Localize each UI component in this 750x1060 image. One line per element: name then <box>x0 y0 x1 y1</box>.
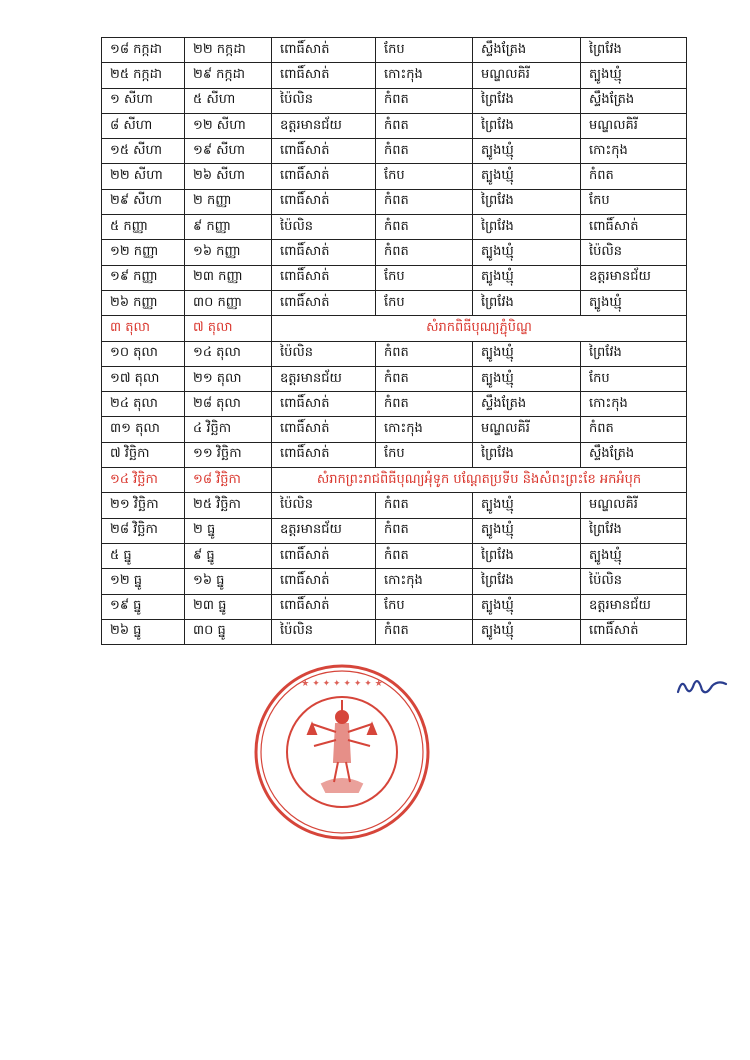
start-date-cell: ៣ តុលា <box>102 316 185 341</box>
schedule-table-body <box>102 38 687 645</box>
end-date-cell: ១៦ ធ្នូ <box>185 569 272 594</box>
table-row <box>102 240 687 265</box>
location-cell-4: កោះកុង <box>581 139 687 164</box>
end-date-cell: ២៥ វិច្ឆិកា <box>185 493 272 518</box>
location-cell-4: ប៉ៃលិន <box>581 240 687 265</box>
end-date-cell: ២១ តុលា <box>185 366 272 391</box>
start-date-cell: ១៩ កញ្ញា <box>102 265 185 290</box>
location-cell-1: ពោធិ៍សាត់ <box>272 569 376 594</box>
location-cell-4: ស្ទឹងត្រែង <box>581 442 687 467</box>
location-cell-2: កែប <box>376 38 473 63</box>
location-cell-2: កំពត <box>376 88 473 113</box>
location-cell-3: ត្បូងឃ្មុំ <box>473 164 581 189</box>
location-cell-1: ពោធិ៍សាត់ <box>272 417 376 442</box>
location-cell-3: ត្បូងឃ្មុំ <box>473 366 581 391</box>
holiday-description: សំរាកព្រះរាជពិធីបុណ្យអុំទូក បណ្តែតប្រទីប និងសំពះព្រះខែ អកអំបុក <box>272 468 687 493</box>
location-cell-4: ពោធិ៍សាត់ <box>581 215 687 240</box>
location-cell-2: កែប <box>376 290 473 315</box>
start-date-cell: ១២ ធ្នូ <box>102 569 185 594</box>
location-cell-2: កំពត <box>376 341 473 366</box>
end-date-cell: ២ ធ្នូ <box>185 518 272 543</box>
location-cell-1: ប៉ៃលិន <box>272 215 376 240</box>
end-date-cell: ១៨ វិច្ឆិកា <box>185 468 272 493</box>
location-cell-4: កំពត <box>581 417 687 442</box>
table-row <box>102 63 687 88</box>
table-row <box>102 417 687 442</box>
table-row <box>102 265 687 290</box>
location-cell-4: កោះកុង <box>581 392 687 417</box>
start-date-cell: ២៦ កញ្ញា <box>102 290 185 315</box>
start-date-cell: ១ សីហា <box>102 88 185 113</box>
end-date-cell: ២៦ សីហា <box>185 164 272 189</box>
location-cell-1: ពោធិ៍សាត់ <box>272 63 376 88</box>
location-cell-1: ពោធិ៍សាត់ <box>272 240 376 265</box>
location-cell-2: កំពត <box>376 392 473 417</box>
schedule-table <box>101 37 687 645</box>
location-cell-2: កំពត <box>376 518 473 543</box>
location-cell-1: ពោធិ៍សាត់ <box>272 594 376 619</box>
location-cell-3: ព្រៃវែង <box>473 569 581 594</box>
end-date-cell: ៣០ ធ្នូ <box>185 619 272 644</box>
start-date-cell: ២៤ តុលា <box>102 392 185 417</box>
location-cell-4: ស្ទឹងត្រែង <box>581 88 687 113</box>
table-row <box>102 392 687 417</box>
table-row <box>102 139 687 164</box>
start-date-cell: ២៥ កក្កដា <box>102 63 185 88</box>
location-cell-4: ព្រៃវែង <box>581 518 687 543</box>
location-cell-4: ព្រៃវែង <box>581 38 687 63</box>
start-date-cell: ៨ សីហា <box>102 113 185 138</box>
location-cell-2: កំពត <box>376 189 473 214</box>
location-cell-3: ត្បូងឃ្មុំ <box>473 493 581 518</box>
location-cell-2: កំពត <box>376 493 473 518</box>
location-cell-1: ប៉ៃលិន <box>272 341 376 366</box>
start-date-cell: ២៩ សីហា <box>102 189 185 214</box>
signature-icon <box>672 672 732 700</box>
start-date-cell: ១៥ សីហា <box>102 139 185 164</box>
location-cell-3: ត្បូងឃ្មុំ <box>473 341 581 366</box>
start-date-cell: ២៦ ធ្នូ <box>102 619 185 644</box>
end-date-cell: ៣០ កញ្ញា <box>185 290 272 315</box>
official-seal-icon <box>252 662 432 842</box>
table-row <box>102 493 687 518</box>
end-date-cell: ១៩ សីហា <box>185 139 272 164</box>
end-date-cell: ២ កញ្ញា <box>185 189 272 214</box>
end-date-cell: ២៩ កក្កដា <box>185 63 272 88</box>
table-row <box>102 290 687 315</box>
location-cell-2: កំពត <box>376 113 473 138</box>
location-cell-2: កែប <box>376 442 473 467</box>
start-date-cell: ៥ ធ្នូ <box>102 543 185 568</box>
table-row <box>102 113 687 138</box>
location-cell-1: ពោធិ៍សាត់ <box>272 189 376 214</box>
location-cell-1: ពោធិ៍សាត់ <box>272 392 376 417</box>
location-cell-4: កែប <box>581 189 687 214</box>
end-date-cell: ៩ ធ្នូ <box>185 543 272 568</box>
location-cell-3: ត្បូងឃ្មុំ <box>473 265 581 290</box>
end-date-cell: ១៦ កញ្ញា <box>185 240 272 265</box>
location-cell-3: ត្បូងឃ្មុំ <box>473 518 581 543</box>
svg-text:★ ✦ ✦ ✦ ✦ ✦ ✦ ★: ★ ✦ ✦ ✦ ✦ ✦ ✦ ★ <box>301 679 383 689</box>
location-cell-1: ពោធិ៍សាត់ <box>272 543 376 568</box>
location-cell-2: កោះកុង <box>376 63 473 88</box>
location-cell-4: ត្បូងឃ្មុំ <box>581 543 687 568</box>
table-row <box>102 88 687 113</box>
start-date-cell: ១៧ តុលា <box>102 366 185 391</box>
holiday-row <box>102 468 687 493</box>
table-row <box>102 366 687 391</box>
start-date-cell: ២៨ វិច្ឆិកា <box>102 518 185 543</box>
location-cell-1: ពោធិ៍សាត់ <box>272 139 376 164</box>
start-date-cell: ១៨ កក្កដា <box>102 38 185 63</box>
location-cell-3: ស្ទឹងត្រែង <box>473 392 581 417</box>
end-date-cell: ១២ សីហា <box>185 113 272 138</box>
table-row <box>102 594 687 619</box>
table-row <box>102 543 687 568</box>
location-cell-3: មណ្ឌលគិរី <box>473 63 581 88</box>
start-date-cell: ៥ កញ្ញា <box>102 215 185 240</box>
location-cell-4: ប៉ៃលិន <box>581 569 687 594</box>
location-cell-3: ព្រៃវែង <box>473 543 581 568</box>
end-date-cell: ៧ តុលា <box>185 316 272 341</box>
location-cell-4: មណ្ឌលគិរី <box>581 113 687 138</box>
table-row <box>102 215 687 240</box>
table-row <box>102 619 687 644</box>
table-row <box>102 442 687 467</box>
holiday-row <box>102 316 687 341</box>
location-cell-2: កំពត <box>376 215 473 240</box>
start-date-cell: ១០ តុលា <box>102 341 185 366</box>
end-date-cell: ២៨ តុលា <box>185 392 272 417</box>
location-cell-3: ព្រៃវែង <box>473 113 581 138</box>
location-cell-1: ឧត្តរមានជ័យ <box>272 366 376 391</box>
location-cell-4: ត្បូងឃ្មុំ <box>581 63 687 88</box>
location-cell-1: ឧត្តរមានជ័យ <box>272 113 376 138</box>
end-date-cell: ២៣ ធ្នូ <box>185 594 272 619</box>
start-date-cell: ១៤ វិច្ឆិកា <box>102 468 185 493</box>
end-date-cell: ៩ កញ្ញា <box>185 215 272 240</box>
location-cell-4: ពោធិ៍សាត់ <box>581 619 687 644</box>
location-cell-1: ប៉ៃលិន <box>272 493 376 518</box>
location-cell-2: កែប <box>376 265 473 290</box>
table-row <box>102 518 687 543</box>
location-cell-1: ពោធិ៍សាត់ <box>272 442 376 467</box>
location-cell-4: ត្បូងឃ្មុំ <box>581 290 687 315</box>
end-date-cell: ២២ កក្កដា <box>185 38 272 63</box>
location-cell-4: កែប <box>581 366 687 391</box>
table-row <box>102 38 687 63</box>
location-cell-3: ព្រៃវែង <box>473 189 581 214</box>
location-cell-2: កែប <box>376 164 473 189</box>
start-date-cell: ២២ សីហា <box>102 164 185 189</box>
start-date-cell: ២១ វិច្ឆិកា <box>102 493 185 518</box>
location-cell-3: មណ្ឌលគិរី <box>473 417 581 442</box>
table-row <box>102 164 687 189</box>
location-cell-4: មណ្ឌលគិរី <box>581 493 687 518</box>
location-cell-1: ពោធិ៍សាត់ <box>272 164 376 189</box>
location-cell-4: ឧត្តរមានជ័យ <box>581 594 687 619</box>
location-cell-1: ពោធិ៍សាត់ <box>272 265 376 290</box>
start-date-cell: ១២ កញ្ញា <box>102 240 185 265</box>
location-cell-3: ត្បូងឃ្មុំ <box>473 139 581 164</box>
location-cell-4: ព្រៃវែង <box>581 341 687 366</box>
end-date-cell: ១១ វិច្ឆិកា <box>185 442 272 467</box>
location-cell-2: កោះកុង <box>376 417 473 442</box>
location-cell-4: ឧត្តរមានជ័យ <box>581 265 687 290</box>
start-date-cell: ៣១ តុលា <box>102 417 185 442</box>
location-cell-1: ប៉ៃលិន <box>272 88 376 113</box>
location-cell-1: ពោធិ៍សាត់ <box>272 38 376 63</box>
end-date-cell: ៥ សីហា <box>185 88 272 113</box>
location-cell-4: កំពត <box>581 164 687 189</box>
location-cell-3: ត្បូងឃ្មុំ <box>473 619 581 644</box>
location-cell-1: ពោធិ៍សាត់ <box>272 290 376 315</box>
table-row <box>102 341 687 366</box>
holiday-description: សំរាកពិធីបុណ្យភ្ជុំបិណ្ឌ <box>272 316 687 341</box>
location-cell-1: ប៉ៃលិន <box>272 619 376 644</box>
table-row <box>102 189 687 214</box>
location-cell-2: កោះកុង <box>376 569 473 594</box>
location-cell-2: កែប <box>376 594 473 619</box>
location-cell-3: ត្បូងឃ្មុំ <box>473 240 581 265</box>
end-date-cell: ១៤ តុលា <box>185 341 272 366</box>
location-cell-3: ព្រៃវែង <box>473 290 581 315</box>
table-row <box>102 569 687 594</box>
location-cell-3: ព្រៃវែង <box>473 215 581 240</box>
location-cell-2: កំពត <box>376 240 473 265</box>
location-cell-3: ព្រៃវែង <box>473 442 581 467</box>
end-date-cell: ៤ វិច្ឆិកា <box>185 417 272 442</box>
location-cell-3: ព្រៃវែង <box>473 88 581 113</box>
location-cell-3: ស្ទឹងត្រែង <box>473 38 581 63</box>
start-date-cell: ១៩ ធ្នូ <box>102 594 185 619</box>
location-cell-3: ត្បូងឃ្មុំ <box>473 594 581 619</box>
end-date-cell: ២៣ កញ្ញា <box>185 265 272 290</box>
location-cell-2: កំពត <box>376 619 473 644</box>
location-cell-1: ឧត្តរមានជ័យ <box>272 518 376 543</box>
start-date-cell: ៧ វិច្ឆិកា <box>102 442 185 467</box>
location-cell-2: កំពត <box>376 543 473 568</box>
location-cell-2: កំពត <box>376 139 473 164</box>
location-cell-2: កំពត <box>376 366 473 391</box>
